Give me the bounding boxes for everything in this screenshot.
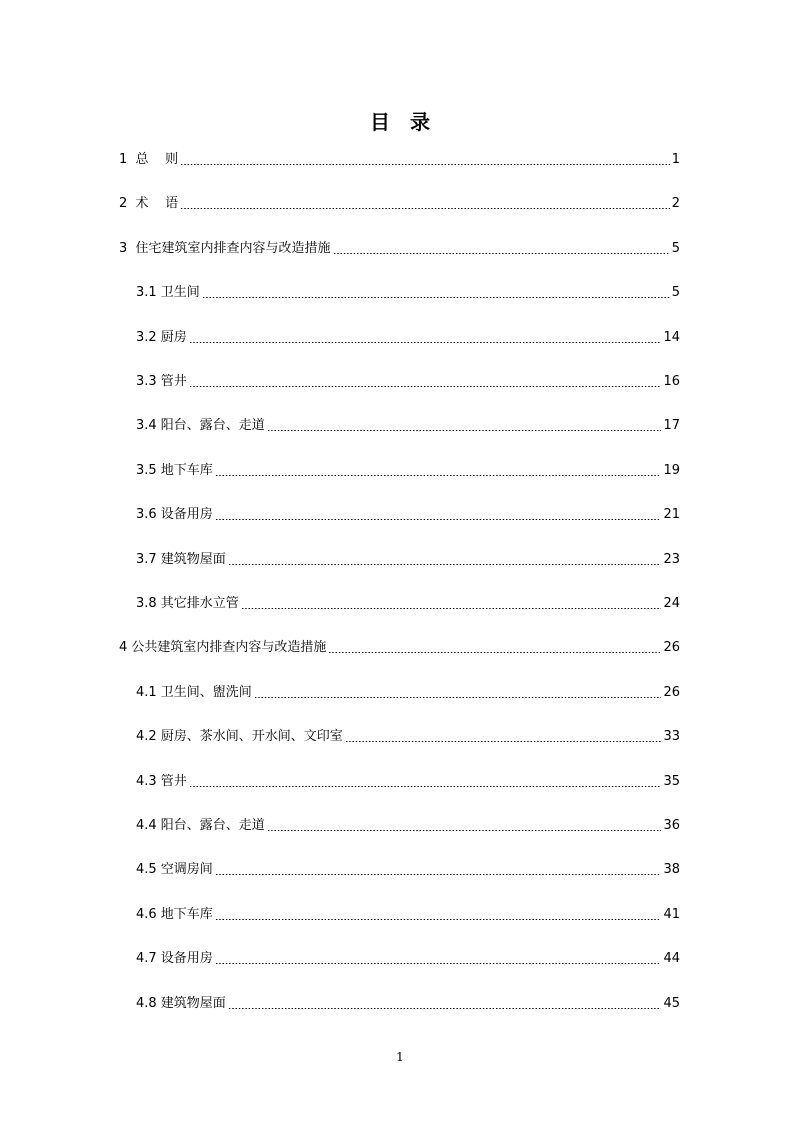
toc-entry-label: 4.1 卫生间、盥洗间 xyxy=(136,684,252,700)
toc-entry[interactable] xyxy=(136,594,680,614)
toc-entry-label: 1 总 则 xyxy=(119,152,179,167)
toc-entry[interactable] xyxy=(136,905,680,925)
toc-entry[interactable] xyxy=(119,150,680,170)
toc-entry-page-number: 33 xyxy=(663,729,680,745)
toc-dot-leader xyxy=(267,818,662,832)
toc-entry-page-number: 26 xyxy=(663,640,680,656)
toc-dot-leader xyxy=(228,552,662,566)
toc-dot-leader xyxy=(267,418,662,432)
toc-entry-page-number: 2 xyxy=(671,196,680,212)
toc-dot-leader xyxy=(215,862,662,876)
toc-dot-leader xyxy=(228,996,662,1010)
toc-entry-label: 4.6 地下车库 xyxy=(136,906,213,922)
toc-entry[interactable] xyxy=(136,816,680,836)
toc-entry[interactable] xyxy=(136,860,680,880)
toc-entry[interactable] xyxy=(136,772,680,792)
toc-entry[interactable] xyxy=(136,283,680,303)
toc-entry-label: 3 住宅建筑室内排查内容与改造措施 xyxy=(119,240,331,256)
toc-entry-page-number: 24 xyxy=(663,596,680,611)
toc-entry-label: 4.8 建筑物屋面 xyxy=(136,995,226,1011)
toc-dot-leader xyxy=(215,507,662,521)
toc-dot-leader xyxy=(189,774,662,788)
toc-entry-label: 3.5 地下车库 xyxy=(136,462,213,478)
toc-entry[interactable] xyxy=(119,638,680,658)
toc-dot-leader xyxy=(254,685,662,699)
toc-entry-page-number: 16 xyxy=(663,374,680,389)
toc-entry-label: 3.2 厨房 xyxy=(136,329,187,345)
toc-dot-leader xyxy=(180,152,670,166)
toc-entry-label: 4 公共建筑室内排查内容与改造措施 xyxy=(119,640,327,656)
toc-entry-page-number: 14 xyxy=(663,329,680,345)
toc-entry-page-number: 5 xyxy=(671,240,680,256)
toc-entry-label: 3.4 阳台、露台、走道 xyxy=(136,418,265,434)
toc-dot-leader xyxy=(215,907,662,921)
toc-entry-page-number: 36 xyxy=(663,818,680,833)
toc-entry-label: 3.8 其它排水立管 xyxy=(136,596,239,611)
toc-dot-leader xyxy=(215,951,662,965)
toc-entry-label: 3.1 卫生间 xyxy=(136,285,200,301)
toc-entry[interactable] xyxy=(119,239,680,259)
toc-entry[interactable] xyxy=(136,416,680,436)
toc-dot-leader xyxy=(189,374,662,388)
toc-entry-page-number: 26 xyxy=(663,684,680,700)
page-number-footer: 1 xyxy=(396,1050,404,1064)
toc-entry-page-number: 44 xyxy=(663,951,680,967)
toc-dot-leader xyxy=(333,241,670,255)
toc-entry[interactable] xyxy=(136,328,680,348)
toc-entry-page-number: 17 xyxy=(663,418,680,434)
toc-entry-page-number: 45 xyxy=(663,995,680,1011)
toc-entry-label: 3.3 管井 xyxy=(136,374,187,389)
toc-entry-page-number: 23 xyxy=(663,551,680,567)
toc-entry[interactable] xyxy=(136,461,680,481)
toc-entry-page-number: 5 xyxy=(671,285,680,301)
toc-entry-page-number: 35 xyxy=(663,773,680,789)
toc-entry-page-number: 38 xyxy=(663,862,680,878)
toc-entry[interactable] xyxy=(136,994,680,1014)
toc-entry[interactable] xyxy=(136,949,680,969)
toc-entry-page-number: 41 xyxy=(663,906,680,922)
toc-entry-label: 3.6 设备用房 xyxy=(136,507,213,523)
toc-entry[interactable] xyxy=(136,550,680,570)
toc-entry[interactable] xyxy=(136,505,680,525)
toc-dot-leader xyxy=(202,285,670,299)
toc-entry-label: 4.5 空调房间 xyxy=(136,862,213,878)
toc-dot-leader xyxy=(189,330,662,344)
toc-entry[interactable] xyxy=(136,372,680,392)
toc-dot-leader xyxy=(328,640,661,654)
toc-entry-label: 4.7 设备用房 xyxy=(136,951,213,967)
toc-entry-page-number: 1 xyxy=(671,152,680,167)
toc-entry-label: 4.2 厨房、茶水间、开水间、文印室 xyxy=(136,729,343,745)
title-char-1: 目 xyxy=(370,110,390,134)
toc-dot-leader xyxy=(180,196,670,210)
toc-entry[interactable] xyxy=(119,194,680,214)
toc-entry-page-number: 21 xyxy=(663,507,680,523)
toc-dot-leader xyxy=(215,463,662,477)
toc-entry-label: 4.3 管井 xyxy=(136,773,187,789)
toc-entry-page-number: 19 xyxy=(663,462,680,478)
toc-dot-leader xyxy=(241,596,662,610)
toc-entry-label: 3.7 建筑物屋面 xyxy=(136,551,226,567)
toc-entry[interactable] xyxy=(136,727,680,747)
toc-entry-label: 4.4 阳台、露台、走道 xyxy=(136,818,265,833)
title-char-2: 录 xyxy=(410,110,430,134)
toc-dot-leader xyxy=(345,729,662,743)
toc-entry-label: 2 术 语 xyxy=(119,196,179,212)
toc-entry[interactable] xyxy=(136,683,680,703)
